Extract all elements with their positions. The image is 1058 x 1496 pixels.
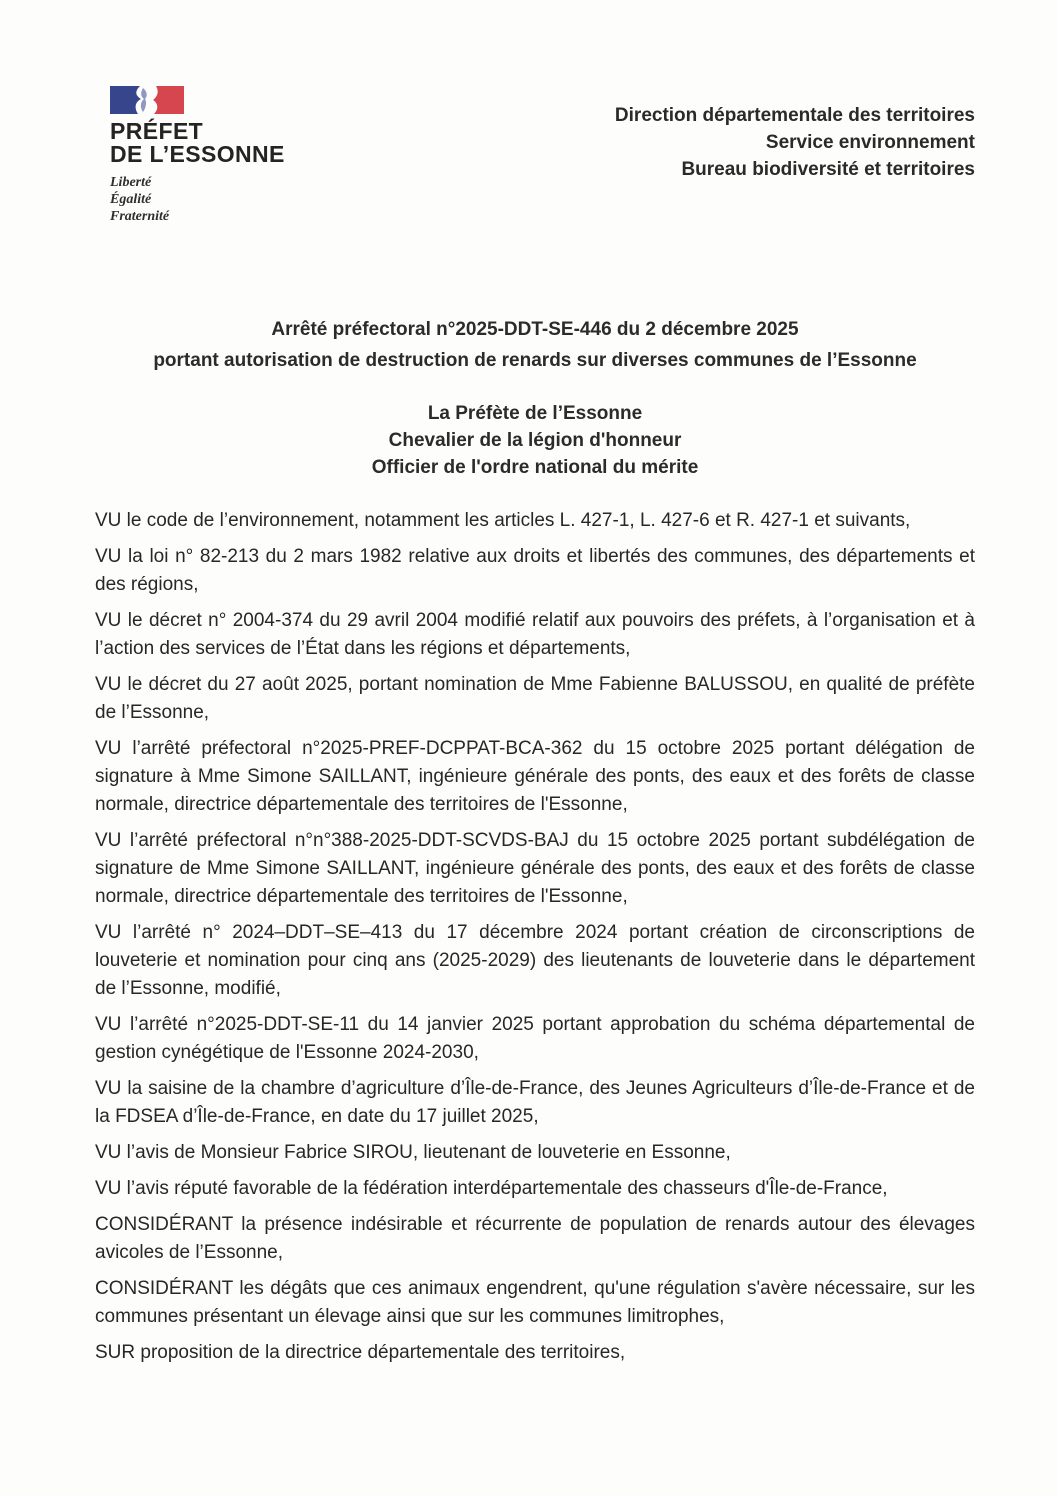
paragraph-vu-saisine-chambre-agriculture: VU la saisine de la chambre d’agriculture d’Île-de-France, des Jeunes Agriculteurs d’Île-de-France et de la FDSEA d’Île-de-France, en date du 17 juillet 2025, (95, 1078, 975, 1127)
motto-fraternite: Fraternité (110, 209, 170, 224)
paragraph-vu-arrete-schema-cynegetique: VU l’arrêté n°2025-DDT-SE-11 du 14 janvier 2025 portant approbation du schéma départemental de gestion cynégétique de l'Essonne 2024-2030, (95, 1014, 975, 1063)
prefecture-logo-block (110, 84, 285, 225)
decree-title-line2: portant autorisation de destruction de renards sur diverses communes de l’Essonne (153, 350, 917, 371)
paragraph-considerant-degats: CONSIDÉRANT les dégâts que ces animaux engendrent, qu'une régulation s'avère nécessaire, sur les communes présentant un élevage ainsi que sur les communes limitrophes, (95, 1278, 975, 1327)
paragraph-sur-proposition: SUR proposition de la directrice départementale des territoires, (95, 1342, 626, 1363)
service-line-service: Service environnement (765, 132, 975, 153)
motto-egalite: Égalité (110, 192, 152, 207)
authority-block (95, 400, 975, 481)
authority-line1: La Préfète de l’Essonne (427, 403, 643, 424)
paragraph-vu-decret-27-aout: VU le décret du 27 août 2025, portant nomination de Mme Fabienne BALUSSOU, en qualité de préfète de l’Essonne, (95, 674, 975, 723)
paragraph-vu-arrete-delegation: VU l’arrêté préfectoral n°2025-PREF-DCPPAT-BCA-362 du 15 octobre 2025 portant délégation de signature à Mme Simone SAILLANT, ingénieure générale des ponts, des eaux et des forêts de classe normale, directrice départementale des territoires de l'Essonne, (95, 738, 975, 815)
document-body (95, 507, 975, 1375)
paragraph-vu-arrete-subdelegation: VU l’arrêté préfectoral n°n°388-2025-DDT-SCVDS-BAJ du 15 octobre 2025 portant subdélégation de signature de Mme Simone SAILLANT, ingénieure générale des ponts, des eaux et des forêts de classe normale, directrice départementale des territoires de l'Essonne, (95, 830, 975, 907)
paragraph-vu-avis-federation-chasseurs: VU l’avis réputé favorable de la fédération interdépartementale des chasseurs d'Île-de-France, (95, 1178, 888, 1199)
decree-title (95, 314, 975, 376)
paragraph-vu-avis-sirou: VU l’avis de Monsieur Fabrice SIROU, lieutenant de louveterie en Essonne, (95, 1142, 731, 1163)
authority-line2: Chevalier de la légion d'honneur (388, 430, 682, 451)
service-line-bureau: Bureau biodiversité et territoires (681, 159, 975, 180)
marianne-flag-icon (110, 84, 184, 116)
authority-line3: Officier de l'ordre national du mérite (371, 457, 699, 478)
prefet-wordmark (110, 120, 285, 166)
republic-motto (110, 174, 285, 225)
issuing-service-header (615, 102, 975, 183)
paragraph-considerant-presence-renards: CONSIDÉRANT la présence indésirable et récurrente de population de renards autour des élevages avicoles de l’Essonne, (95, 1214, 975, 1263)
service-line-direction: Direction départementale des territoires (614, 105, 975, 126)
prefet-wordmark-line1: PRÉFET (110, 118, 204, 144)
paragraph-vu-decret-2004-374: VU le décret n° 2004-374 du 29 avril 2004 modifié relatif aux pouvoirs des préfets, à l’organisation et à l’action des services de l’État dans les régions et départements, (95, 610, 975, 659)
prefet-wordmark-line2: DE L’ESSONNE (110, 141, 285, 167)
paragraph-vu-arrete-louveterie: VU l’arrêté n° 2024–DDT–SE–413 du 17 décembre 2024 portant création de circonscriptions de louveterie et nomination pour cinq ans (2025-2029) des lieutenants de louveterie dans le département de l’Essonne, modifié, (95, 922, 975, 999)
paragraph-vu-code-environnement: VU le code de l’environnement, notamment les articles L. 427-1, L. 427-6 et R. 427-1 et suivants, (95, 510, 911, 531)
paragraph-vu-loi-82-213: VU la loi n° 82-213 du 2 mars 1982 relative aux droits et libertés des communes, des départements et des régions, (95, 546, 975, 595)
motto-liberte: Liberté (110, 175, 152, 190)
decree-title-line1: Arrêté préfectoral n°2025-DDT-SE-446 du 2 décembre 2025 (271, 319, 799, 340)
